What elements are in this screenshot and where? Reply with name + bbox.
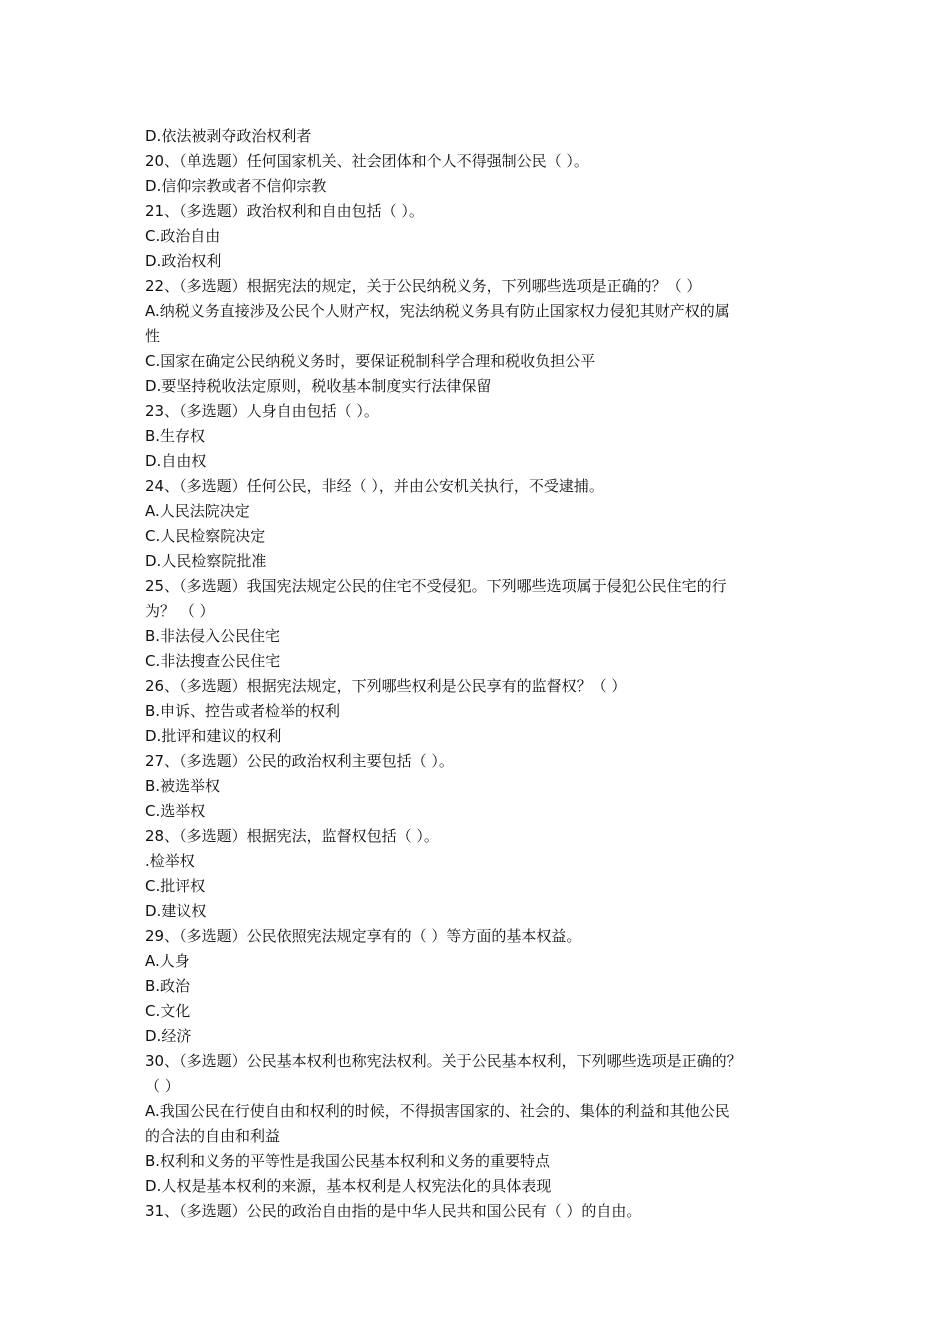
text-line: 的合法的自由和利益 [145, 1127, 281, 1145]
question-line: 27、（多选题）公民的政治权利主要包括（ ）。 [145, 752, 454, 770]
text-line: C.文化 [145, 1002, 191, 1020]
text-line: B.被选举权 [145, 777, 221, 795]
text-line: B.权利和义务的平等性是我国公民基本权利和义务的重要特点 [145, 1152, 551, 1170]
text-line: 性 [145, 327, 161, 345]
document-body [145, 124, 825, 1224]
text-line: C.批评权 [145, 877, 206, 895]
text-line: A.人身 [145, 952, 190, 970]
question-line: 25、（多选题）我国宪法规定公民的住宅不受侵犯。下列哪些选项属于侵犯公民住宅的行 [145, 577, 727, 595]
text-line: 为？ （ ） [145, 602, 215, 620]
question-line: 26、（多选题）根据宪法规定，下列哪些权利是公民享有的监督权？（ ） [145, 677, 627, 695]
text-line: D.人权是基本权利的来源，基本权利是人权宪法化的具体表现 [145, 1177, 552, 1195]
question-line: 21、（多选题）政治权利和自由包括（ ）。 [145, 202, 424, 220]
text-line: B.政治 [145, 977, 191, 995]
question-line: 24、（多选题）任何公民，非经（ ），并由公安机关执行，不受逮捕。 [145, 477, 604, 495]
text-line: D.批评和建议的权利 [145, 727, 282, 745]
text-line: D.要坚持税收法定原则，税收基本制度实行法律保留 [145, 377, 492, 395]
question-line: 28、（多选题）根据宪法，监督权包括（ ）。 [145, 827, 439, 845]
question-line: 23、（多选题）人身自由包括（ ）。 [145, 402, 379, 420]
question-line: 31、（多选题）公民的政治自由指的是中华人民共和国公民有（ ）的自由。 [145, 1202, 642, 1220]
question-line: 30、（多选题）公民基本权利也称宪法权利。关于公民基本权利，下列哪些选项是正确的？ [145, 1052, 742, 1070]
text-line: C.政治自由 [145, 227, 221, 245]
text-line: C.国家在确定公民纳税义务时，要保证税制科学合理和税收负担公平 [145, 352, 596, 370]
text-line: D.人民检察院批准 [145, 552, 267, 570]
text-line: D.政治权利 [145, 252, 222, 270]
text-line: C.人民检察院决定 [145, 527, 266, 545]
text-line: A.我国公民在行使自由和权利的时候，不得损害国家的、社会的、集体的利益和其他公民 [145, 1102, 730, 1120]
text-line: D.信仰宗教或者不信仰宗教 [145, 177, 327, 195]
question-line: 22、（多选题）根据宪法的规定，关于公民纳税义务，下列哪些选项是正确的？（ ） [145, 277, 702, 295]
text-line: C.选举权 [145, 802, 206, 820]
text-line: C.非法搜查公民住宅 [145, 652, 281, 670]
text-line: D.自由权 [145, 452, 207, 470]
text-line: D.经济 [145, 1027, 192, 1045]
text-line: D.建议权 [145, 902, 207, 920]
question-line: 20、（单选题）任何国家机关、社会团体和个人不得强制公民（ ）。 [145, 152, 589, 170]
text-line: B.非法侵入公民住宅 [145, 627, 281, 645]
text-line: A.人民法院决定 [145, 502, 250, 520]
text-line: D.依法被剥夺政治权利者 [145, 127, 312, 145]
text-line: B.申诉、控告或者检举的权利 [145, 702, 341, 720]
text-line: .检举权 [145, 852, 195, 870]
question-line: 29、（多选题）公民依照宪法规定享有的（ ）等方面的基本权益。 [145, 927, 582, 945]
text-line: A.纳税义务直接涉及公民个人财产权，宪法纳税义务具有防止国家权力侵犯其财产权的属 [145, 302, 730, 320]
text-line: （ ） [145, 1077, 180, 1095]
text-line: B.生存权 [145, 427, 206, 445]
